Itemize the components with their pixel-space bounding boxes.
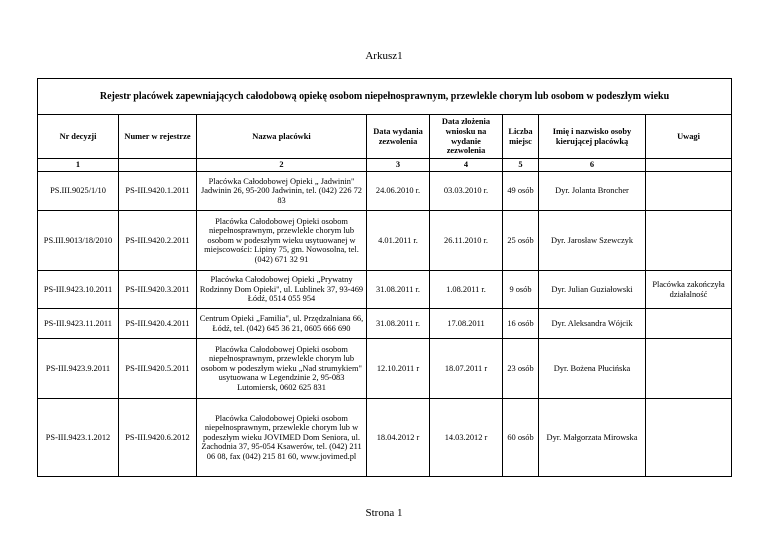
header-row: [38, 115, 732, 159]
notes-cell: [646, 399, 732, 477]
issue-date-cell: 24.06.2010 r.: [367, 172, 430, 211]
places-cell: 49 osób: [503, 172, 539, 211]
page-footer: Strona 1: [365, 507, 403, 519]
places-cell: 23 osób: [503, 339, 539, 399]
application-date-cell: 1.08.2011 r.: [430, 271, 503, 309]
director-cell: Dyr. Aleksandra Wójcik: [539, 309, 646, 339]
column-number: [119, 159, 197, 172]
column-header: Data złożenia wniosku na wydanie zezwolenia: [430, 115, 503, 159]
issue-date-cell: 4.01.2011 r.: [367, 211, 430, 271]
decision-number-cell: PS.III.9025/1/10: [38, 172, 119, 211]
notes-cell: [646, 172, 732, 211]
director-cell: Dyr. Jarosław Szewczyk: [539, 211, 646, 271]
table-row: [38, 172, 732, 211]
sheet-name: Arkusz1: [365, 50, 403, 62]
column-number: 5: [503, 159, 539, 172]
places-cell: 9 osób: [503, 271, 539, 309]
table-row: [38, 339, 732, 399]
register-number-cell: PS-III.9420.5.2011: [119, 339, 197, 399]
issue-date-cell: 31.08.2011 r.: [367, 309, 430, 339]
column-header: Data wydania zezwolenia: [367, 115, 430, 159]
register-number-cell: PS-III.9420.4.2011: [119, 309, 197, 339]
decision-number-cell: PS-III.9423.11.2011: [38, 309, 119, 339]
column-header: Uwagi: [646, 115, 732, 159]
column-number: 3: [367, 159, 430, 172]
column-number: 2: [197, 159, 367, 172]
register-number-cell: PS-III.9420.1.2011: [119, 172, 197, 211]
application-date-cell: 17.08.2011: [430, 309, 503, 339]
facility-name-cell: Centrum Opieki „Familia", ul. Przędzalniana 66, Łódź, tel. (042) 645 36 21, 0605 666 690: [197, 309, 367, 339]
issue-date-cell: 12.10.2011 r: [367, 339, 430, 399]
register-table: [37, 78, 732, 477]
column-header: Liczba miejsc: [503, 115, 539, 159]
column-number: 4: [430, 159, 503, 172]
places-cell: 60 osób: [503, 399, 539, 477]
director-cell: Dyr. Małgorzata Mirowska: [539, 399, 646, 477]
application-date-cell: 26.11.2010 r.: [430, 211, 503, 271]
table-row: [38, 211, 732, 271]
notes-cell: [646, 339, 732, 399]
director-cell: Dyr. Jolanta Broncher: [539, 172, 646, 211]
facility-name-cell: Placówka Całodobowej Opieki osobom niepełnosprawnym, przewlekle chorym lub osobom w podeszłym wieku „Nad strumykiem" usytuowana w Legendzinie 2, 95-083 Lutomiersk, 0602 625 831: [197, 339, 367, 399]
issue-date-cell: 31.08.2011 r.: [367, 271, 430, 309]
application-date-cell: 03.03.2010 r.: [430, 172, 503, 211]
column-number: 6: [539, 159, 646, 172]
decision-number-cell: PS.III.9013/18/2010: [38, 211, 119, 271]
director-cell: Dyr. Bożena Płucińska: [539, 339, 646, 399]
facility-name-cell: Placówka Całodobowej Opieki osobom niepełnosprawnym, przewlekle chorym lub w podeszłym wieku JOVIMED Dom Seniora, ul. Zachodnia 37, 95-054 Ksawerów, tel. (042) 211 06 08, fax (042) 215 81 60, www.jovimed.pl: [197, 399, 367, 477]
register-title: Rejestr placówek zapewniających całodobową opiekę osobom niepełnosprawnym, przewlekle chorym lub osobom w podeszłym wieku: [38, 79, 732, 115]
notes-cell: [646, 309, 732, 339]
table-row: [38, 399, 732, 477]
notes-cell: Placówka zakończyła działalność: [646, 271, 732, 309]
director-cell: Dyr. Julian Guziałowski: [539, 271, 646, 309]
column-header: Numer w rejestrze: [119, 115, 197, 159]
application-date-cell: 14.03.2012 r: [430, 399, 503, 477]
column-header: Nazwa placówki: [197, 115, 367, 159]
register-number-cell: PS-III.9420.3.2011: [119, 271, 197, 309]
column-header: Imię i nazwisko osoby kierującej placówką: [539, 115, 646, 159]
column-header: Nr decyzji: [38, 115, 119, 159]
decision-number-cell: PS-III.9423.9.2011: [38, 339, 119, 399]
column-number: [646, 159, 732, 172]
issue-date-cell: 18.04.2012 r: [367, 399, 430, 477]
column-number-row: [38, 159, 732, 172]
places-cell: 16 osób: [503, 309, 539, 339]
register-number-cell: PS-III.9420.6.2012: [119, 399, 197, 477]
table-row: [38, 271, 732, 309]
register-number-cell: PS-III.9420.2.2011: [119, 211, 197, 271]
table-row: [38, 309, 732, 339]
places-cell: 25 osób: [503, 211, 539, 271]
column-number: 1: [38, 159, 119, 172]
facility-name-cell: Placówka Całodobowej Opieki „Prywatny Rodzinny Dom Opieki", ul. Lublinek 37, 93-469 Łódź, 0514 055 954: [197, 271, 367, 309]
decision-number-cell: PS-III.9423.1.2012: [38, 399, 119, 477]
application-date-cell: 18.07.2011 r: [430, 339, 503, 399]
facility-name-cell: Placówka Całodobowej Opieki osobom niepełnosprawnym, przewlekle chorym lub osobom w podeszłym wieku usytuowanej w miejscowości: Lipiny 75, gm. Nowosolna, tel. (042) 671 32 91: [197, 211, 367, 271]
facility-name-cell: Placówka Całodobowej Opieki „ Jadwinin" Jadwinin 26, 95-200 Jadwinin, tel. (042) 226 72 83: [197, 172, 367, 211]
notes-cell: [646, 211, 732, 271]
decision-number-cell: PS-III.9423.10.2011: [38, 271, 119, 309]
